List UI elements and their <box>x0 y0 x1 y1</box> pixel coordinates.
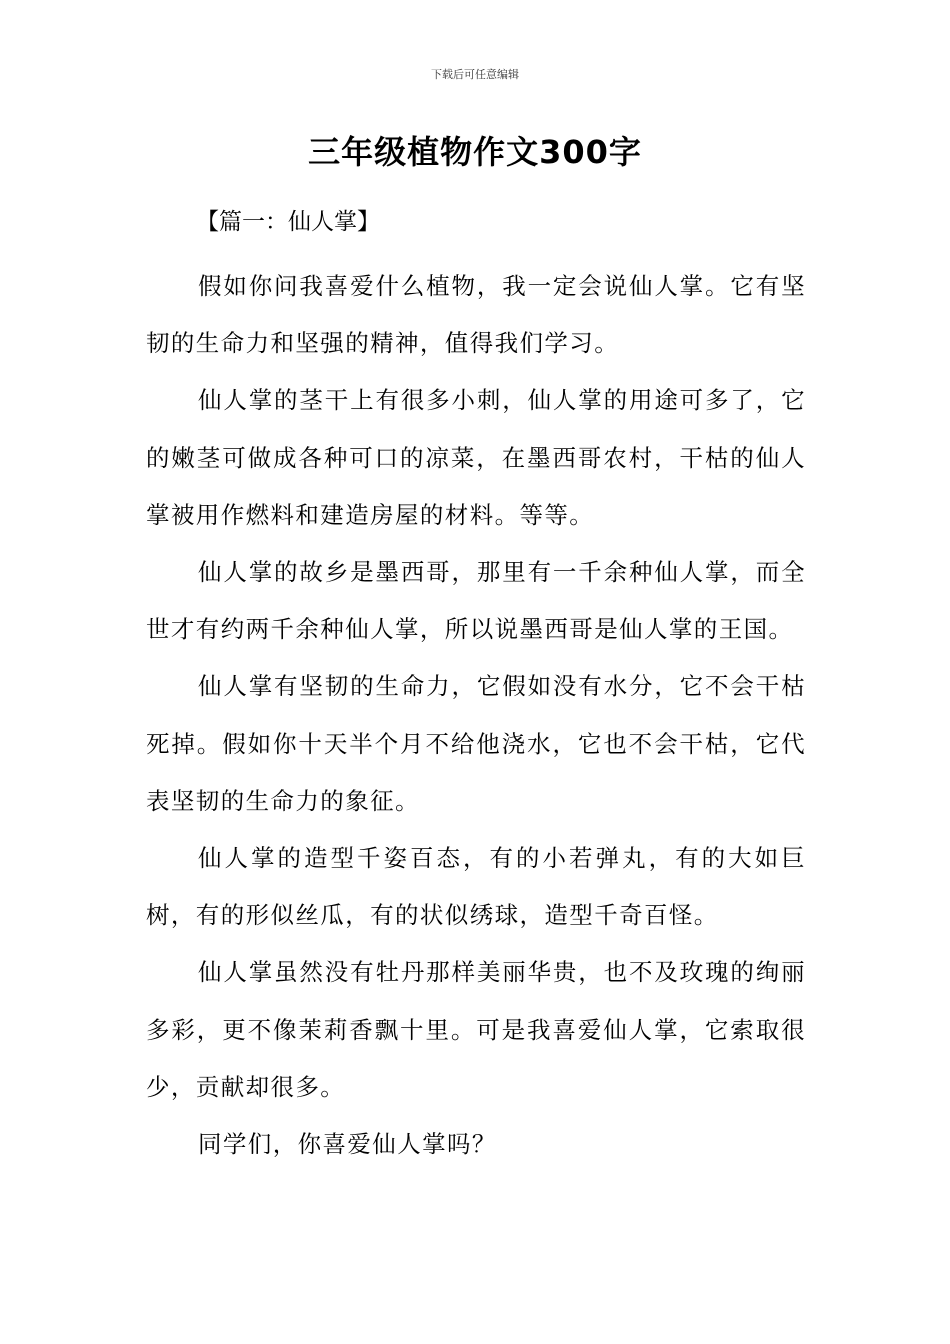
paragraph: 假如你问我喜爱什么植物，我一定会说仙人掌。它有坚韧的生命力和坚强的精神，值得我们学习。 <box>146 272 806 358</box>
article-body <box>146 258 806 1173</box>
paragraph: 同学们，你喜爱仙人掌吗？ <box>198 1130 497 1159</box>
section-label: 【篇一：仙人掌】 <box>196 209 380 235</box>
header-note: 下载后可任意编辑 <box>431 68 519 81</box>
page-title: 三年级植物作文300字 <box>308 133 642 171</box>
paragraph: 仙人掌虽然没有牡丹那样美丽华贵，也不及玫瑰的绚丽多彩，更不像茉莉香飘十里。可是我喜爱仙人掌，它索取很少，贡献却很多。 <box>146 958 806 1101</box>
paragraph: 仙人掌的茎干上有很多小刺，仙人掌的用途可多了，它的嫩茎可做成各种可口的凉菜，在墨西哥农村，干枯的仙人掌被用作燃料和建造房屋的材料。等等。 <box>146 386 806 529</box>
paragraph: 仙人掌有坚韧的生命力，它假如没有水分，它不会干枯死掉。假如你十天半个月不给他浇水，它也不会干枯，它代表坚韧的生命力的象征。 <box>146 672 806 815</box>
paragraph: 仙人掌的造型千姿百态，有的小若弹丸，有的大如巨树，有的形似丝瓜，有的状似绣球，造型千奇百怪。 <box>146 844 806 930</box>
paragraph: 仙人掌的故乡是墨西哥，那里有一千余种仙人掌，而全世才有约两千余种仙人掌，所以说墨西哥是仙人掌的王国。 <box>146 558 806 644</box>
